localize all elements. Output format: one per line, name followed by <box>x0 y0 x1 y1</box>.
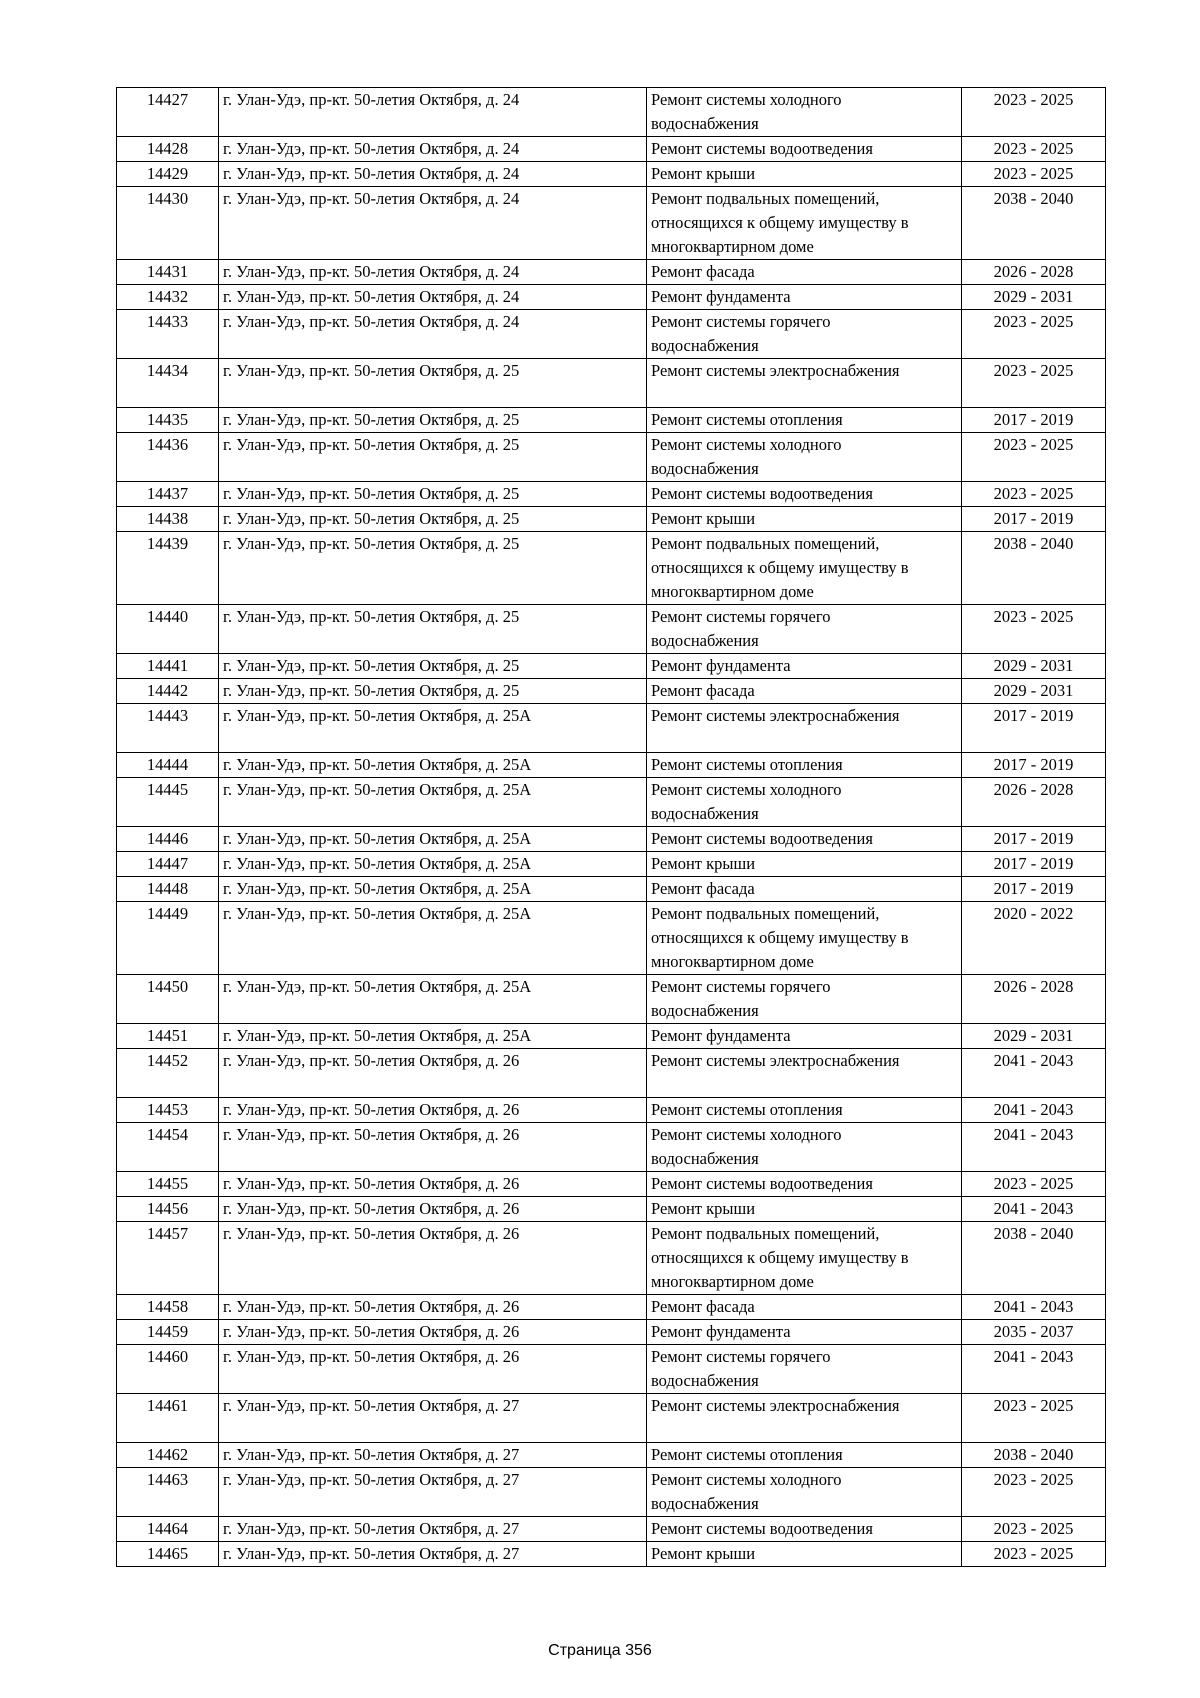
cell-number: 14460 <box>117 1345 219 1394</box>
table-row <box>117 1394 1106 1443</box>
cell-address: г. Улан-Удэ, пр-кт. 50-летия Октября, д. 24 <box>219 260 647 285</box>
cell-period: 2041 - 2043 <box>962 1345 1106 1394</box>
cell-number: 14444 <box>117 753 219 778</box>
cell-number: 14450 <box>117 975 219 1024</box>
table-row <box>117 605 1106 654</box>
cell-address: г. Улан-Удэ, пр-кт. 50-летия Октября, д. 25А <box>219 704 647 753</box>
cell-number: 14441 <box>117 654 219 679</box>
cell-period: 2023 - 2025 <box>962 1172 1106 1197</box>
cell-number: 14433 <box>117 310 219 359</box>
cell-period: 2023 - 2025 <box>962 359 1106 408</box>
cell-period: 2017 - 2019 <box>962 827 1106 852</box>
cell-period: 2023 - 2025 <box>962 605 1106 654</box>
cell-number: 14434 <box>117 359 219 408</box>
cell-work-type: Ремонт подвальных помещений, относящихся к общему имуществу в многоквартирном доме <box>647 1222 962 1295</box>
cell-work-type: Ремонт подвальных помещений, относящихся к общему имуществу в многоквартирном доме <box>647 902 962 975</box>
cell-period: 2038 - 2040 <box>962 187 1106 260</box>
table-row <box>117 1197 1106 1222</box>
cell-period: 2017 - 2019 <box>962 753 1106 778</box>
cell-work-type: Ремонт системы электроснабжения <box>647 1049 962 1098</box>
cell-period: 2023 - 2025 <box>962 88 1106 137</box>
cell-address: г. Улан-Удэ, пр-кт. 50-летия Октября, д. 26 <box>219 1295 647 1320</box>
cell-number: 14462 <box>117 1443 219 1468</box>
cell-work-type: Ремонт системы водоотведения <box>647 482 962 507</box>
cell-address: г. Улан-Удэ, пр-кт. 50-летия Октября, д. 25 <box>219 654 647 679</box>
cell-period: 2023 - 2025 <box>962 1468 1106 1517</box>
cell-period: 2035 - 2037 <box>962 1320 1106 1345</box>
cell-address: г. Улан-Удэ, пр-кт. 50-летия Октября, д. 26 <box>219 1049 647 1098</box>
cell-period: 2026 - 2028 <box>962 778 1106 827</box>
cell-number: 14459 <box>117 1320 219 1345</box>
cell-address: г. Улан-Удэ, пр-кт. 50-летия Октября, д. 25 <box>219 507 647 532</box>
cell-work-type: Ремонт системы водоотведения <box>647 1517 962 1542</box>
table-row <box>117 1222 1106 1295</box>
cell-number: 14438 <box>117 507 219 532</box>
table-row <box>117 162 1106 187</box>
table-row <box>117 310 1106 359</box>
cell-number: 14432 <box>117 285 219 310</box>
cell-period: 2029 - 2031 <box>962 285 1106 310</box>
cell-number: 14455 <box>117 1172 219 1197</box>
table-row <box>117 408 1106 433</box>
cell-number: 14458 <box>117 1295 219 1320</box>
table-row <box>117 704 1106 753</box>
cell-number: 14445 <box>117 778 219 827</box>
cell-period: 2017 - 2019 <box>962 408 1106 433</box>
cell-number: 14456 <box>117 1197 219 1222</box>
cell-address: г. Улан-Удэ, пр-кт. 50-летия Октября, д. 26 <box>219 1123 647 1172</box>
cell-number: 14443 <box>117 704 219 753</box>
cell-number: 14449 <box>117 902 219 975</box>
cell-address: г. Улан-Удэ, пр-кт. 50-летия Октября, д. 27 <box>219 1468 647 1517</box>
cell-period: 2029 - 2031 <box>962 654 1106 679</box>
cell-address: г. Улан-Удэ, пр-кт. 50-летия Октября, д. 24 <box>219 162 647 187</box>
cell-number: 14429 <box>117 162 219 187</box>
cell-work-type: Ремонт крыши <box>647 1542 962 1567</box>
cell-number: 14440 <box>117 605 219 654</box>
cell-address: г. Улан-Удэ, пр-кт. 50-летия Октября, д. 25 <box>219 482 647 507</box>
cell-address: г. Улан-Удэ, пр-кт. 50-летия Октября, д. 25А <box>219 753 647 778</box>
cell-address: г. Улан-Удэ, пр-кт. 50-летия Октября, д. 24 <box>219 310 647 359</box>
cell-period: 2023 - 2025 <box>962 1542 1106 1567</box>
cell-work-type: Ремонт крыши <box>647 1197 962 1222</box>
cell-period: 2041 - 2043 <box>962 1123 1106 1172</box>
cell-address: г. Улан-Удэ, пр-кт. 50-летия Октября, д. 27 <box>219 1394 647 1443</box>
table-row <box>117 260 1106 285</box>
cell-number: 14452 <box>117 1049 219 1098</box>
cell-period: 2023 - 2025 <box>962 137 1106 162</box>
cell-number: 14435 <box>117 408 219 433</box>
cell-period: 2041 - 2043 <box>962 1295 1106 1320</box>
cell-work-type: Ремонт системы отопления <box>647 1098 962 1123</box>
cell-work-type: Ремонт системы электроснабжения <box>647 359 962 408</box>
cell-number: 14427 <box>117 88 219 137</box>
table-row <box>117 88 1106 137</box>
table-row <box>117 532 1106 605</box>
cell-number: 14428 <box>117 137 219 162</box>
cell-work-type: Ремонт системы горячего водоснабжения <box>647 310 962 359</box>
cell-address: г. Улан-Удэ, пр-кт. 50-летия Октября, д. 25 <box>219 359 647 408</box>
cell-work-type: Ремонт фундамента <box>647 285 962 310</box>
cell-work-type: Ремонт подвальных помещений, относящихся к общему имуществу в многоквартирном доме <box>647 187 962 260</box>
cell-work-type: Ремонт системы водоотведения <box>647 827 962 852</box>
cell-address: г. Улан-Удэ, пр-кт. 50-летия Октября, д. 25 <box>219 679 647 704</box>
table-row <box>117 359 1106 408</box>
cell-period: 2023 - 2025 <box>962 1517 1106 1542</box>
cell-period: 2017 - 2019 <box>962 877 1106 902</box>
cell-work-type: Ремонт крыши <box>647 507 962 532</box>
cell-period: 2023 - 2025 <box>962 433 1106 482</box>
cell-number: 14447 <box>117 852 219 877</box>
page-number: Страница 356 <box>548 1642 652 1659</box>
cell-work-type: Ремонт крыши <box>647 852 962 877</box>
table-row <box>117 1320 1106 1345</box>
cell-period: 2029 - 2031 <box>962 679 1106 704</box>
cell-number: 14439 <box>117 532 219 605</box>
cell-address: г. Улан-Удэ, пр-кт. 50-летия Октября, д. 25А <box>219 1024 647 1049</box>
cell-period: 2038 - 2040 <box>962 1222 1106 1295</box>
cell-period: 2029 - 2031 <box>962 1024 1106 1049</box>
cell-period: 2020 - 2022 <box>962 902 1106 975</box>
cell-address: г. Улан-Удэ, пр-кт. 50-летия Октября, д. 25А <box>219 902 647 975</box>
table-row <box>117 285 1106 310</box>
cell-period: 2023 - 2025 <box>962 310 1106 359</box>
cell-work-type: Ремонт системы отопления <box>647 408 962 433</box>
cell-number: 14431 <box>117 260 219 285</box>
cell-period: 2026 - 2028 <box>962 975 1106 1024</box>
table-row <box>117 902 1106 975</box>
table-row <box>117 433 1106 482</box>
cell-number: 14453 <box>117 1098 219 1123</box>
table-row <box>117 1295 1106 1320</box>
cell-period: 2041 - 2043 <box>962 1098 1106 1123</box>
cell-address: г. Улан-Удэ, пр-кт. 50-летия Октября, д. 24 <box>219 187 647 260</box>
cell-work-type: Ремонт системы водоотведения <box>647 1172 962 1197</box>
cell-work-type: Ремонт фасада <box>647 877 962 902</box>
cell-work-type: Ремонт системы холодного водоснабжения <box>647 88 962 137</box>
cell-number: 14457 <box>117 1222 219 1295</box>
table-row <box>117 753 1106 778</box>
cell-period: 2041 - 2043 <box>962 1049 1106 1098</box>
cell-address: г. Улан-Удэ, пр-кт. 50-летия Октября, д. 26 <box>219 1197 647 1222</box>
cell-work-type: Ремонт фасада <box>647 1295 962 1320</box>
cell-address: г. Улан-Удэ, пр-кт. 50-летия Октября, д. 27 <box>219 1517 647 1542</box>
cell-address: г. Улан-Удэ, пр-кт. 50-летия Октября, д. 25 <box>219 433 647 482</box>
repair-schedule-table <box>116 87 1106 1567</box>
cell-period: 2026 - 2028 <box>962 260 1106 285</box>
cell-address: г. Улан-Удэ, пр-кт. 50-летия Октября, д. 25 <box>219 532 647 605</box>
cell-address: г. Улан-Удэ, пр-кт. 50-летия Октября, д. 25А <box>219 827 647 852</box>
cell-work-type: Ремонт системы водоотведения <box>647 137 962 162</box>
table-row <box>117 507 1106 532</box>
cell-number: 14451 <box>117 1024 219 1049</box>
table-row <box>117 852 1106 877</box>
table-row <box>117 482 1106 507</box>
cell-work-type: Ремонт системы отопления <box>647 1443 962 1468</box>
table-row <box>117 1542 1106 1567</box>
table-row <box>117 877 1106 902</box>
cell-work-type: Ремонт системы холодного водоснабжения <box>647 433 962 482</box>
table-row <box>117 1123 1106 1172</box>
cell-period: 2023 - 2025 <box>962 162 1106 187</box>
cell-work-type: Ремонт подвальных помещений, относящихся к общему имуществу в многоквартирном доме <box>647 532 962 605</box>
table-body <box>117 88 1106 1567</box>
cell-work-type: Ремонт системы отопления <box>647 753 962 778</box>
cell-address: г. Улан-Удэ, пр-кт. 50-летия Октября, д. 26 <box>219 1222 647 1295</box>
table-row <box>117 1468 1106 1517</box>
cell-period: 2023 - 2025 <box>962 482 1106 507</box>
cell-address: г. Улан-Удэ, пр-кт. 50-летия Октября, д. 26 <box>219 1172 647 1197</box>
cell-address: г. Улан-Удэ, пр-кт. 50-летия Октября, д. 25А <box>219 778 647 827</box>
table-row <box>117 679 1106 704</box>
cell-number: 14463 <box>117 1468 219 1517</box>
table-row <box>117 1024 1106 1049</box>
cell-address: г. Улан-Удэ, пр-кт. 50-летия Октября, д. 25 <box>219 408 647 433</box>
cell-address: г. Улан-Удэ, пр-кт. 50-летия Октября, д. 24 <box>219 285 647 310</box>
cell-number: 14454 <box>117 1123 219 1172</box>
cell-work-type: Ремонт системы горячего водоснабжения <box>647 1345 962 1394</box>
cell-address: г. Улан-Удэ, пр-кт. 50-летия Октября, д. 25А <box>219 975 647 1024</box>
cell-address: г. Улан-Удэ, пр-кт. 50-летия Октября, д. 24 <box>219 88 647 137</box>
cell-address: г. Улан-Удэ, пр-кт. 50-летия Октября, д. 27 <box>219 1542 647 1567</box>
cell-period: 2023 - 2025 <box>962 1394 1106 1443</box>
cell-address: г. Улан-Удэ, пр-кт. 50-летия Октября, д. 26 <box>219 1320 647 1345</box>
cell-period: 2017 - 2019 <box>962 704 1106 753</box>
cell-number: 14436 <box>117 433 219 482</box>
cell-period: 2017 - 2019 <box>962 852 1106 877</box>
cell-work-type: Ремонт системы электроснабжения <box>647 704 962 753</box>
cell-work-type: Ремонт системы холодного водоснабжения <box>647 1123 962 1172</box>
cell-number: 14448 <box>117 877 219 902</box>
cell-address: г. Улан-Удэ, пр-кт. 50-летия Октября, д. 27 <box>219 1443 647 1468</box>
table-row <box>117 1517 1106 1542</box>
cell-period: 2017 - 2019 <box>962 507 1106 532</box>
table-row <box>117 1345 1106 1394</box>
cell-work-type: Ремонт системы холодного водоснабжения <box>647 778 962 827</box>
cell-work-type: Ремонт крыши <box>647 162 962 187</box>
table-row <box>117 1443 1106 1468</box>
cell-period: 2041 - 2043 <box>962 1197 1106 1222</box>
cell-work-type: Ремонт фасада <box>647 260 962 285</box>
cell-work-type: Ремонт системы горячего водоснабжения <box>647 605 962 654</box>
table-row <box>117 1172 1106 1197</box>
cell-number: 14464 <box>117 1517 219 1542</box>
cell-work-type: Ремонт фасада <box>647 679 962 704</box>
cell-address: г. Улан-Удэ, пр-кт. 50-летия Октября, д. 25А <box>219 852 647 877</box>
table-row <box>117 827 1106 852</box>
cell-work-type: Ремонт системы холодного водоснабжения <box>647 1468 962 1517</box>
table-row <box>117 1098 1106 1123</box>
cell-address: г. Улан-Удэ, пр-кт. 50-летия Октября, д. 25 <box>219 605 647 654</box>
cell-number: 14430 <box>117 187 219 260</box>
cell-period: 2038 - 2040 <box>962 1443 1106 1468</box>
table-row <box>117 1049 1106 1098</box>
table-row <box>117 778 1106 827</box>
cell-number: 14465 <box>117 1542 219 1567</box>
cell-work-type: Ремонт фундамента <box>647 654 962 679</box>
cell-address: г. Улан-Удэ, пр-кт. 50-летия Октября, д. 26 <box>219 1098 647 1123</box>
table-row <box>117 187 1106 260</box>
table-row <box>117 975 1106 1024</box>
cell-number: 14446 <box>117 827 219 852</box>
cell-number: 14437 <box>117 482 219 507</box>
cell-address: г. Улан-Удэ, пр-кт. 50-летия Октября, д. 26 <box>219 1345 647 1394</box>
cell-address: г. Улан-Удэ, пр-кт. 50-летия Октября, д. 24 <box>219 137 647 162</box>
table-row <box>117 137 1106 162</box>
cell-work-type: Ремонт системы горячего водоснабжения <box>647 975 962 1024</box>
cell-work-type: Ремонт фундамента <box>647 1320 962 1345</box>
cell-number: 14442 <box>117 679 219 704</box>
cell-period: 2038 - 2040 <box>962 532 1106 605</box>
cell-work-type: Ремонт фундамента <box>647 1024 962 1049</box>
cell-number: 14461 <box>117 1394 219 1443</box>
cell-work-type: Ремонт системы электроснабжения <box>647 1394 962 1443</box>
table-row <box>117 654 1106 679</box>
cell-address: г. Улан-Удэ, пр-кт. 50-летия Октября, д. 25А <box>219 877 647 902</box>
